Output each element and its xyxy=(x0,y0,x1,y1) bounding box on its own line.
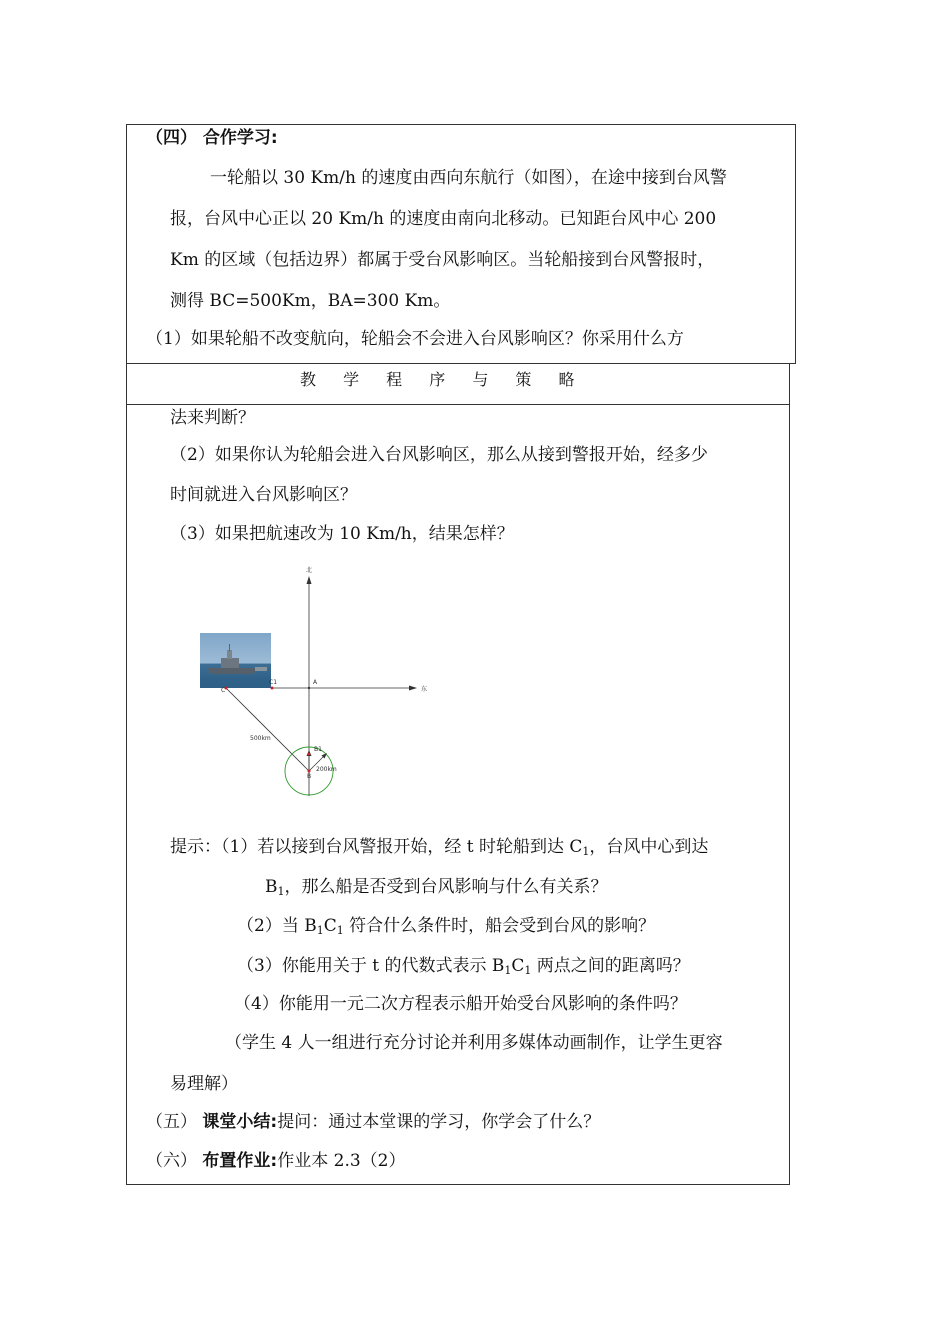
bc-distance-label: 500km xyxy=(250,735,271,742)
hint-1-line-1: 提示：（1）若以接到台风警报开始，经 t 时轮船到达 $C_1$，台风中心到达 xyxy=(170,837,709,858)
hint-3: （3）你能用关于 t 的代数式表示 $B_1C_1$ 两点之间的距离吗？ xyxy=(237,956,690,977)
paragraph-line-2: 报，台风中心正以 20 Km/h 的速度由南向北移动。已知距台风中心 200 xyxy=(170,209,717,229)
point-b1 xyxy=(308,753,311,756)
section6-title: 布置作业: xyxy=(202,1151,278,1171)
point-a xyxy=(308,687,310,689)
east-label: 东 xyxy=(421,686,428,693)
b1-label: B1 xyxy=(314,746,322,753)
question-2-part-b: 时间就进入台风影响区？ xyxy=(170,485,357,505)
section6: （六） 布置作业:作业本 2.3（2） xyxy=(146,1151,406,1171)
c-label: C xyxy=(221,687,226,694)
radius-label: 200km xyxy=(316,766,337,773)
section5-title: 课堂小结: xyxy=(202,1112,278,1132)
hint-1-line-2: $B_1$，那么船是否受到台风影响与什么有关系？ xyxy=(265,877,608,898)
note-line-1: （学生 4 人一组进行充分讨论并利用多媒体动画制作，让学生更容 xyxy=(225,1033,723,1053)
hint-2: （2）当 $B_1C_1$ 符合什么条件时，船会受到台风的影响？ xyxy=(237,916,656,937)
b-label: B xyxy=(307,773,312,780)
bc-line xyxy=(226,688,309,771)
north-label: 北 xyxy=(306,567,313,574)
paragraph-line-1: 一轮船以 30 Km/h 的速度由西向东航行（如图），在途中接到台风警 xyxy=(210,168,727,188)
typhoon-diagram xyxy=(195,560,435,805)
north-arrow-icon xyxy=(307,576,312,584)
point-c1 xyxy=(271,687,274,690)
note-line-2: 易理解） xyxy=(170,1074,238,1094)
question-1-part-a: （1）如果轮船不改变航向，轮船会不会进入台风影响区？你采用什么方 xyxy=(146,329,684,349)
section4-title: （四） 合作学习: xyxy=(146,128,278,148)
table-header: 教 学 程 序 与 策 略 xyxy=(300,370,586,389)
section5: （五） 课堂小结:提问：通过本堂课的学习，你学会了什么？ xyxy=(146,1112,601,1132)
hint-4: （4）你能用一元二次方程表示船开始受台风影响的条件吗？ xyxy=(234,994,687,1014)
question-1-part-b: 法来判断？ xyxy=(170,408,255,428)
east-arrow-icon xyxy=(409,686,417,691)
ship-photo xyxy=(200,633,271,688)
question-3: （3）如果把航速改为 10 Km/h，结果怎样？ xyxy=(170,524,514,544)
a-label: A xyxy=(313,679,318,686)
paragraph-line-4: 测得 BC=500Km，BA=300 Km。 xyxy=(170,291,451,311)
c1-label: C1 xyxy=(269,679,278,686)
question-2-part-a: （2）如果你认为轮船会进入台风影响区，那么从接到警报开始，经多少 xyxy=(170,445,708,465)
paragraph-line-3: Km 的区域（包括边界）都属于受台风影响区。当轮船接到台风警报时， xyxy=(170,250,715,270)
